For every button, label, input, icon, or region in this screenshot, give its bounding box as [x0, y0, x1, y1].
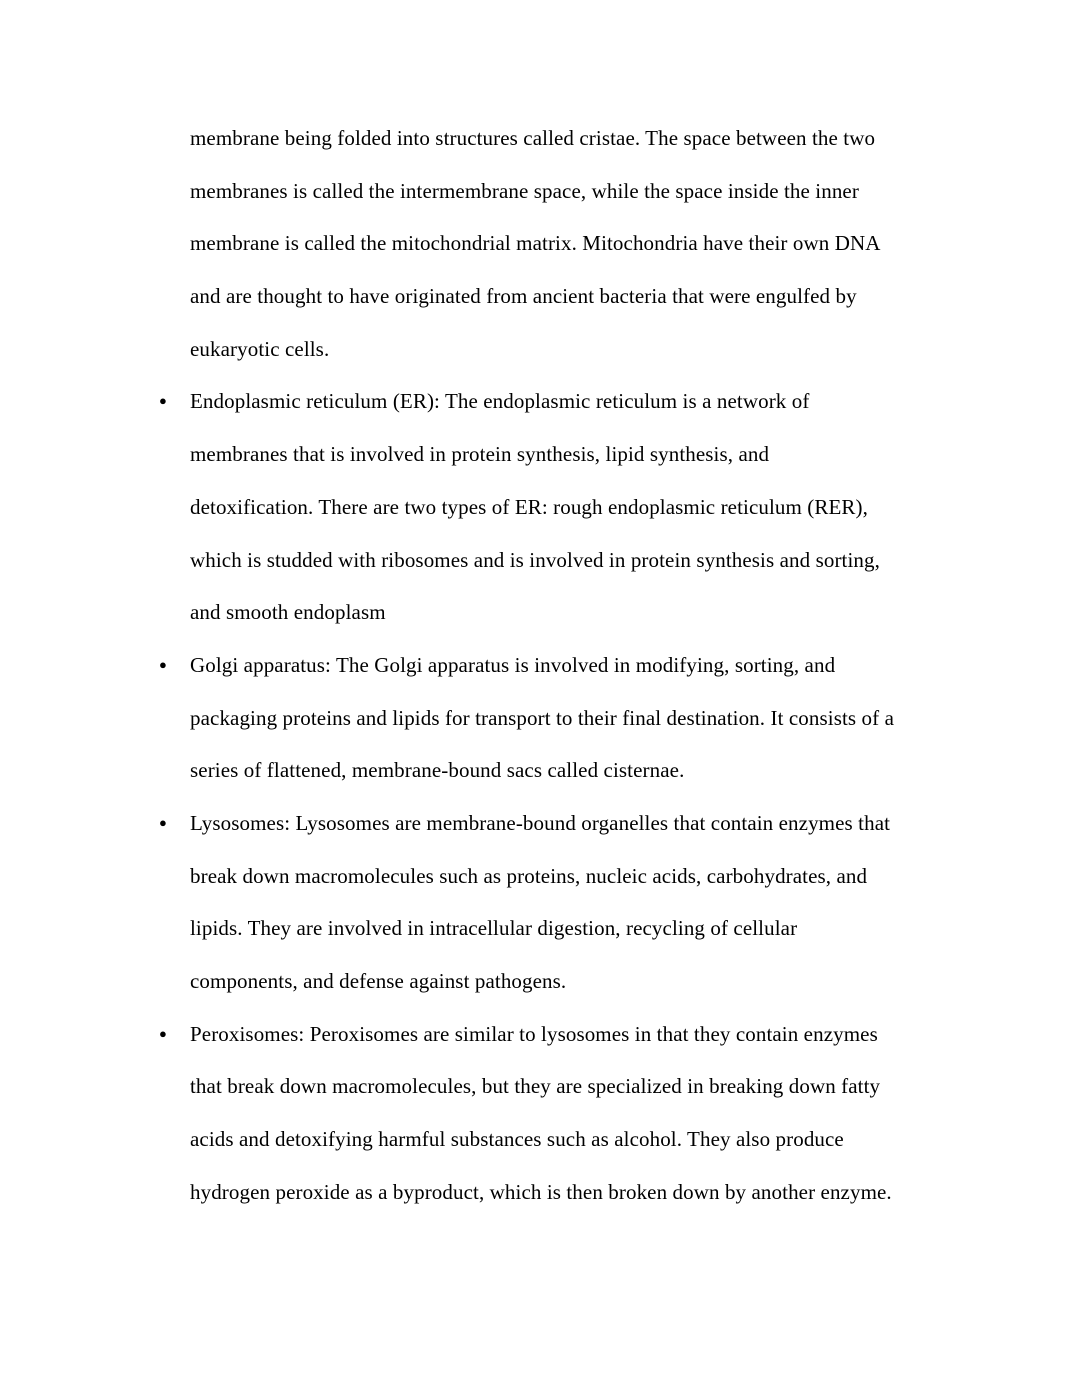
- bullet-item: [159, 797, 953, 1008]
- document-body: [159, 112, 953, 1218]
- text-line: Golgi apparatus: The Golgi apparatus is involved in modifying, sorting, and: [190, 652, 836, 677]
- text-line: membrane is called the mitochondrial matrix. Mitochondria have their own DNA: [190, 231, 881, 256]
- text-line: membranes that is involved in protein synthesis, lipid synthesis, and: [190, 442, 770, 467]
- text-line: lipids. They are involved in intracellular digestion, recycling of cellular: [190, 916, 798, 941]
- text-line: eukaryotic cells.: [190, 336, 330, 361]
- text-line: series of flattened, membrane-bound sacs called cisternae.: [190, 758, 685, 783]
- text-line: detoxification. There are two types of ER: rough endoplasmic reticulum (RER),: [190, 494, 868, 519]
- text-line: and are thought to have originated from ancient bacteria that were engulfed by: [190, 284, 857, 309]
- text-line: packaging proteins and lipids for transport to their final destination. It consists of a: [190, 705, 894, 730]
- text-line: components, and defense against pathogens.: [190, 969, 567, 993]
- bullet-icon: ●: [159, 656, 167, 672]
- text-line: which is studded with ribosomes and is involved in protein synthesis and sorting,: [190, 547, 880, 572]
- text-line: that break down macromolecules, but they are specialized in breaking down fatty: [190, 1074, 881, 1099]
- bullet-icon: ●: [159, 814, 167, 830]
- paragraph-continuation: [190, 112, 953, 375]
- bullet-item: [159, 1008, 953, 1219]
- bullet-icon: ●: [159, 393, 167, 409]
- text-line: acids and detoxifying harmful substances such as alcohol. They also produce: [190, 1127, 844, 1152]
- text-line: Peroxisomes: Peroxisomes are similar to lysosomes in that they contain enzymes: [190, 1021, 878, 1046]
- text-line: Lysosomes: Lysosomes are membrane-bound organelles that contain enzymes that: [190, 810, 891, 835]
- text-line: break down macromolecules such as proteins, nucleic acids, carbohydrates, and: [190, 863, 868, 888]
- text-line: Endoplasmic reticulum (ER): The endoplasmic reticulum is a network of: [190, 389, 810, 414]
- bullet-item: [159, 639, 953, 797]
- text-line: membranes is called the intermembrane space, while the space inside the inner: [190, 178, 859, 203]
- text-line: hydrogen peroxide as a byproduct, which is then broken down by another enzyme.: [190, 1179, 892, 1204]
- text-line: and smooth endoplasm: [190, 600, 386, 625]
- text-line: membrane being folded into structures called cristae. The space between the two: [190, 126, 876, 150]
- bullet-icon: ●: [159, 1025, 167, 1041]
- bullet-item: [159, 375, 953, 638]
